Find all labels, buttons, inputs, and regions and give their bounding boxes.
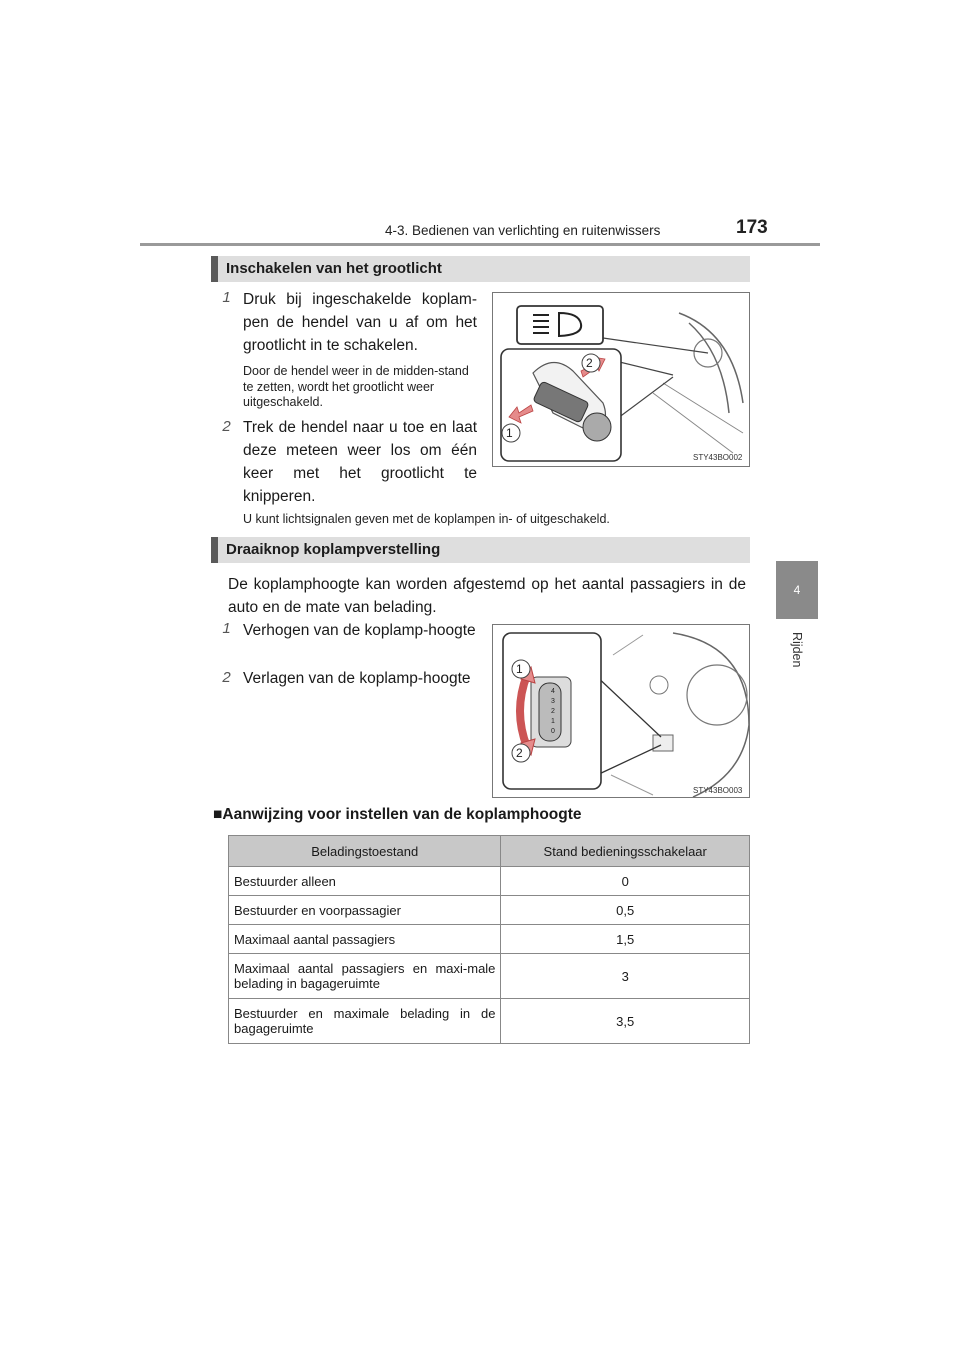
callout-1: 1 [516, 662, 523, 676]
leveling-table [228, 835, 750, 1044]
chapter-tab [776, 561, 818, 619]
dial-scale: 4 3 2 1 0 [551, 688, 555, 735]
table-cell: Bestuurder alleen [229, 867, 501, 896]
table-cell: 3,5 [501, 999, 750, 1044]
table-header: Stand bedieningsschakelaar [501, 836, 750, 867]
table-cell: 3 [501, 954, 750, 999]
table-cell: 0 [501, 867, 750, 896]
callout-2: 2 [516, 746, 523, 760]
item-text: Druk bij ingeschakelde koplam-pen de hendel van u af om het grootlicht in te schakelen. [243, 291, 477, 354]
chapter-number: 4 [793, 583, 801, 597]
lever-diagram [493, 293, 749, 466]
item-text: Trek de hendel naar u toe en laat deze meteen weer los om één keer met het grootlicht te knipperen. [243, 419, 477, 505]
header-rule [140, 243, 820, 246]
table-cell: 1,5 [501, 925, 750, 954]
page-number: 173 [736, 217, 768, 238]
table-row [229, 954, 750, 999]
item-text: Verhogen van de koplamp-hoogte [243, 622, 476, 639]
item-text: Verlagen van de koplamp-hoogte [243, 670, 471, 687]
section-title-leveling: Draaiknop koplampverstelling [211, 537, 750, 563]
callout-1: 1 [506, 426, 513, 440]
table-cell: Bestuurder en voorpassagier [229, 896, 501, 925]
high-beam-illustration [492, 292, 750, 467]
leveling-dial-illustration [492, 624, 750, 798]
item-marker: 1 [222, 620, 231, 637]
table-row [229, 867, 750, 896]
item-marker: 2 [222, 669, 231, 686]
section-intro: De koplamphoogte kan worden afgestemd op het aantal passagiers in de auto en de mate van belading. [228, 576, 746, 616]
dial-diagram [493, 625, 749, 797]
chapter-title: Rijden [790, 632, 804, 668]
section-header: 4-3. Bedienen van verlichting en ruitenwissers [385, 223, 661, 238]
note-heading [213, 806, 582, 824]
note-title: Aanwijzing voor instellen van de koplamphoogte [222, 806, 582, 823]
table-row [229, 925, 750, 954]
table-header: Beladingstoestand [229, 836, 501, 867]
item-marker: 2 [222, 418, 231, 435]
callout-2: 2 [586, 356, 593, 370]
table-row [229, 999, 750, 1044]
table-cell: 0,5 [501, 896, 750, 925]
bullet-icon: ■ [213, 806, 223, 823]
item-marker: 1 [222, 289, 231, 306]
section-title-high-beam: Inschakelen van het grootlicht [211, 256, 750, 282]
illustration-code: STY43BO002 [693, 453, 743, 462]
illustration-code: STY43BO003 [693, 786, 743, 795]
table-cell: Maximaal aantal passagiers en maxi-male belading in bagageruimte [229, 954, 501, 999]
table-row [229, 896, 750, 925]
item-note: Door de hendel weer in de midden-stand te zetten, wordt het grootlicht weer uitgeschakeld. [243, 364, 469, 409]
footnote: U kunt lichtsignalen geven met de koplampen in- of uitgeschakeld. [243, 512, 610, 526]
table-cell: Maximaal aantal passagiers [229, 925, 501, 954]
table-cell: Bestuurder en maximale belading in de bagageruimte [229, 999, 501, 1044]
